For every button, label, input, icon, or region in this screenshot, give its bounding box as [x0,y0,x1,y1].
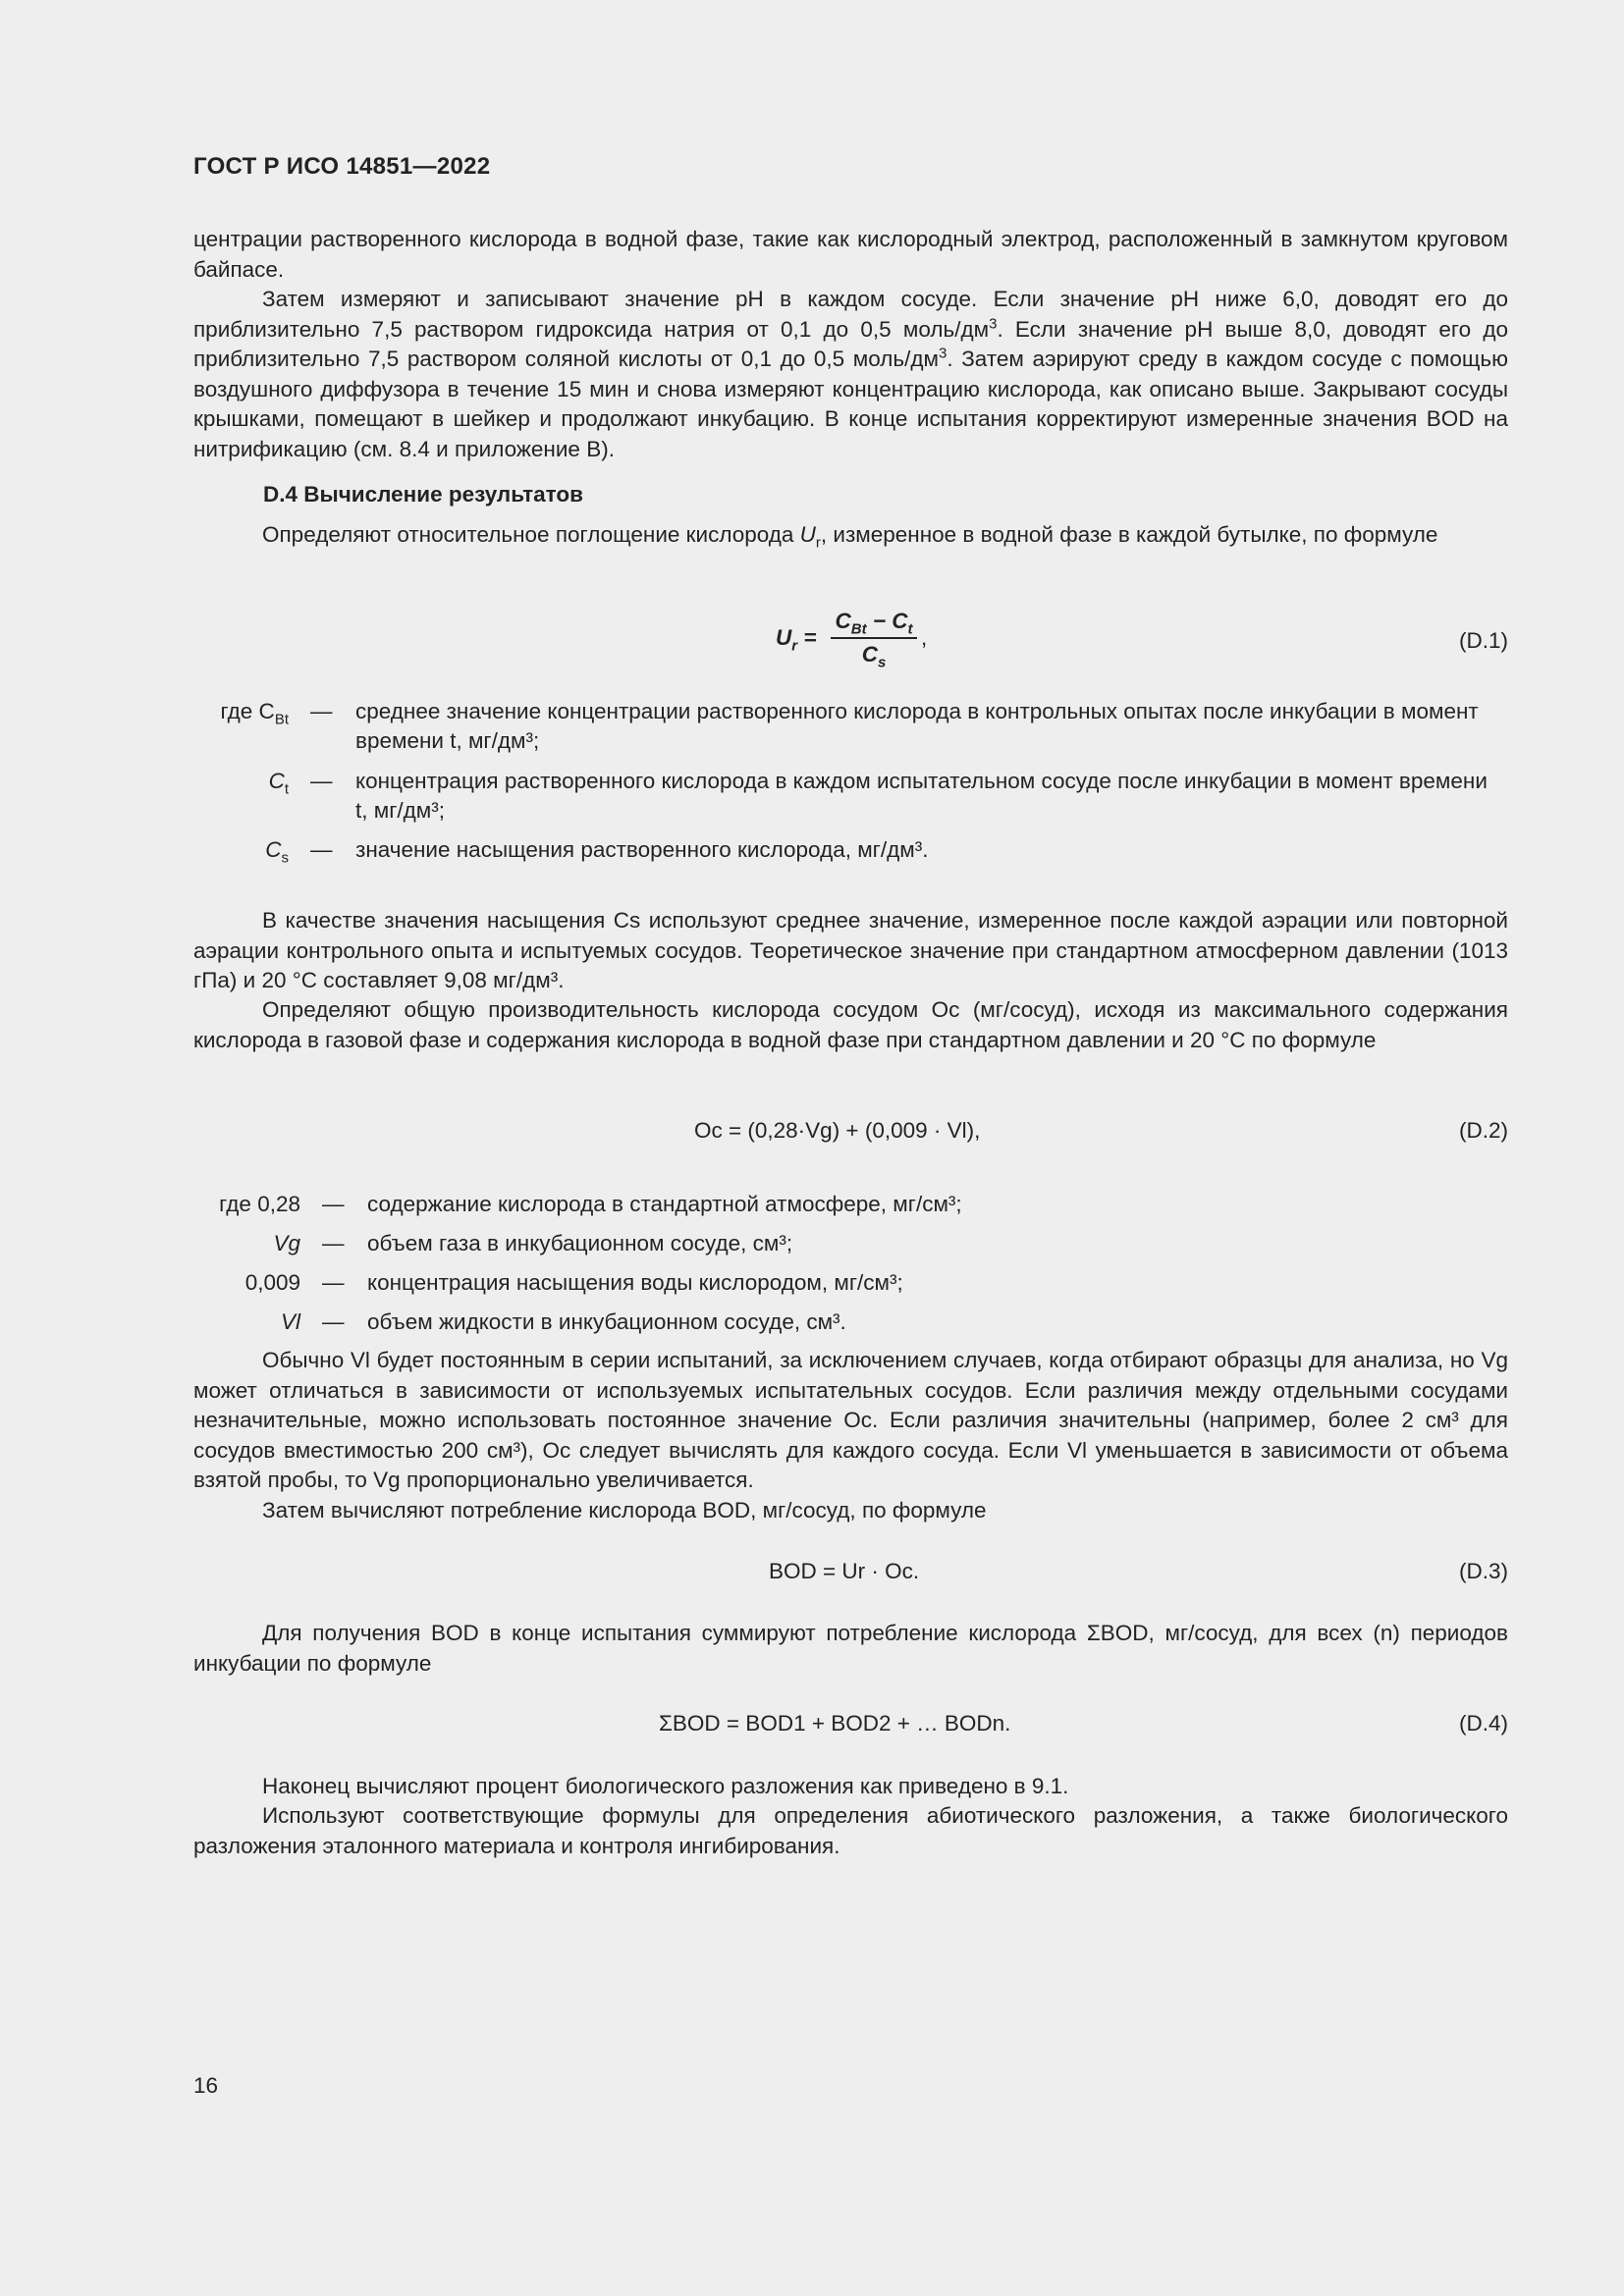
def-symbol: $C_s$ [265,837,289,867]
def-symbol: где $C_{Bt}$ [220,699,289,728]
paragraph-saturation: В качестве значения насыщения Cs используют среднее значение, измеренное после каждой аэрации или повторной аэрации контрольного опыта и испытуемых сосудов. Теоретическое значение при стандартном атмосферном давлении (1013 гПа) и 20 °С составляет 9,08 мг/дм³. [193,908,1508,992]
formula-number: (D.4) [1459,1711,1508,1735]
paragraph-abiotic: Используют соответствующие формулы для определения абиотического разложения, а также биологического разложения эталонного материала и контроля ингибирования. [193,1803,1508,1858]
formula-number: (D.2) [1459,1118,1508,1143]
paragraph-sum-bod: Для получения BOD в конце испытания суммируют потребление кислорода ΣBOD, мг/сосуд, для всех (n) периодов инкубации по формуле [193,1621,1508,1676]
def-symbol: $C_t$ [268,769,289,798]
paragraph-relative-uptake: Определяют относительное поглощение кислорода $U_r$, измеренное в водной фазе в каждой бутылке, по формуле [262,522,1438,552]
def-symbol: 0,009 [244,1270,300,1295]
def-symbol: где 0,28 [219,1192,300,1216]
document-page: ГОСТ Р ИСО 14851—2022 центрации растворенного кислорода в водной фазе, такие как кислородный электрод, расположенный в замкнутом круговом байпасе. Затем измеряют и записывают значение pH в каждом сосуде. Если значение pH ниже 6,0, доводят его до приблизительно 7,5 раствором гидроксида натрия от 0,1 до 0,5 моль/$дм^3$. Если значение pH выше 8,0, доводят его до приблизительно 7,5 раствором соляной кислоты от 0,1 до 0,5 моль/$дм^3$. Затем аэрируют среду в каждом сосуде с помощью воздушного диффузора в течение 15 мин и снова измеряют концентрацию кислорода, как описано выше. Закрывают сосуды крышками, помещают в шейкер и продолжают инкубацию. В конце испытания корректируют измеренные значения BOD на нитрификацию (см. 8.4 и приложение В). D.4 Вычисление результатов Определяют относительное поглощение кислорода $U_r$, измеренное в водной фазе в каждой бутылке, по формуле $U_r$ = $C_{Bt} - C_t$ $C_s$ , (D.1) где $C_{Bt}$ — среднее значение концентрации растворенного кислорода в контрольных опытах после инкубации в момент времени t, мг/дм³; $C_t$ — концентрация растворенного кислорода в каждом испытательном сосуде после инкубации в момент времени t, мг/дм³; $C_s$ — значение насыщения растворенного кислорода, мг/дм³. В качестве значения насыщения Cs используют среднее значение, измеренное после каждой аэрации или повторной аэрации контрольного опыта и испытуемых сосудов. Теоретическое значение при стандартном атмосферном давлении (1013 гПа) и 20 °С составляет 9,08 мг/дм³. Определяют общую производительность кислорода сосудом Oc (мг/сосуд), исходя из максимального содержания кислорода в газовой фазе и содержания кислорода в водной фазе при стандартном давлении и 20 °С по формуле Oc = (0,28·Vg) + (0,009 · Vl), (D.2) где 0,28 — содержание кислорода в стандартной атмосфере, мг/см³; Vg — объем газа в инкубационном сосуде, см³; 0,009 — концентрация насыщения воды кислородом, мг/см³; Vl — объем жидкости в инкубационном сосуде, см³. Обычно Vl будет постоянным в серии испытаний, за исключением случаев, когда отбирают образцы для анализа, но Vg может отличаться в зависимости от используемых испытательных сосудов. Если различия между отдельными сосудами незначительные, можно использовать постоянное значение Oc. Если различия значительны (например, более 2 см³ для сосудов вместимостью 200 см³), Oc следует вычислять для каждого сосуда. Если Vl уменьшается в зависимости от объема взятой пробы, то Vg пропорционально увеличивается. Затем вычисляют потребление кислорода BOD, мг/сосуд, по формуле BOD = Ur · Oc. (D.3) Для получения BOD в конце испытания суммируют потребление кислорода ΣBOD, мг/сосуд, для всех (n) периодов инкубации по формуле ΣBOD = BOD1 + BOD2 + … BODn. (D.4) Наконец вычисляют процент биологического разложения как приведено в 9.1. Используют соответствующие формулы для определения абиотического разложения, а также биологического разложения эталонного материала и контроля ингибирования. 16 [193,153,1508,2098]
def-text: концентрация растворенного кислорода в каждом испытательном сосуде после инкубации в момент времени t, мг/дм³; [355,769,1488,823]
document-header: ГОСТ Р ИСО 14851—2022 [193,153,491,180]
def-symbol: Vl [280,1309,300,1334]
formula-number: (D.3) [1459,1559,1508,1583]
formula-d3: BOD = Ur · Oc. [769,1559,920,1583]
def-text: среднее значение концентрации растворенного кислорода в контрольных опытах после инкубации в момент времени t, мг/дм³; [355,699,1479,753]
formula-d2: Oc = (0,28·Vg) + (0,009 · Vl), [694,1118,981,1143]
def-symbol: Vg [273,1231,300,1255]
def-text: объем газа в инкубационном сосуде, см³; [367,1231,793,1255]
def-text: объем жидкости в инкубационном сосуде, см³. [367,1309,846,1334]
def-text: содержание кислорода в стандартной атмосфере, мг/см³; [367,1192,962,1216]
paragraph-biodegradation: Наконец вычисляют процент биологического разложения как приведено в 9.1. [262,1774,1069,1798]
formula-d4: ΣBOD = BOD1 + BOD2 + … BODn. [659,1711,1011,1735]
def-text: концентрация насыщения воды кислородом, мг/см³; [367,1270,903,1295]
def-text: значение насыщения растворенного кислорода, мг/дм³. [355,837,929,862]
paragraph-ph-adjust: Затем измеряют и записывают значение pH в каждом сосуде. Если значение pH ниже 6,0, доводят его до приблизительно 7,5 раствором гидроксида натрия от 0,1 до 0,5 моль/$дм^3$. Если значение pH выше 8,0, доводят его до приблизительно 7,5 раствором соляной кислоты от 0,1 до 0,5 моль/$дм^3$. Затем аэрируют среду в каждом сосуде с помощью воздушного диффузора в течение 15 мин и снова измеряют концентрацию кислорода, как описано выше. Закрывают сосуды крышками, помещают в шейкер и продолжают инкубацию. В конце испытания корректируют измеренные значения BOD на нитрификацию (см. 8.4 и приложение В). [193,287,1508,461]
formula-d1: $U_r$ = $C_{Bt} - C_t$ $C_s$ , [776,609,928,671]
page-number: 16 [193,2073,219,2098]
paragraph-continuation: центрации растворенного кислорода в водной фазе, такие как кислородный электрод, расположенный в замкнутом круговом байпасе. [193,227,1508,282]
paragraph-oxygen-capacity: Определяют общую производительность кислорода сосудом Oc (мг/сосуд), исходя из максимального содержания кислорода в газовой фазе и содержания кислорода в водной фазе при стандартном давлении и 20 °С по формуле [193,997,1508,1052]
paragraph-bod-calc: Затем вычисляют потребление кислорода BOD, мг/сосуд, по формуле [262,1498,987,1522]
section-heading: D.4 Вычисление результатов [263,482,583,507]
fraction: $C_{Bt} - C_t$ $C_s$ [825,609,923,667]
fraction-bar [831,637,917,639]
formula-number: (D.1) [1459,628,1508,653]
paragraph-volume-notes: Обычно Vl будет постоянным в серии испытаний, за исключением случаев, когда отбирают образцы для анализа, но Vg может отличаться в зависимости от используемых испытательных сосудов. Если различия между отдельными сосудами незначительные, можно использовать постоянное значение Oc. Если различия значительны (например, более 2 см³ для сосудов вместимостью 200 см³), Oc следует вычислять для каждого сосуда. Если Vl уменьшается в зависимости от объема взятой пробы, то Vg пропорционально увеличивается. [193,1348,1508,1492]
